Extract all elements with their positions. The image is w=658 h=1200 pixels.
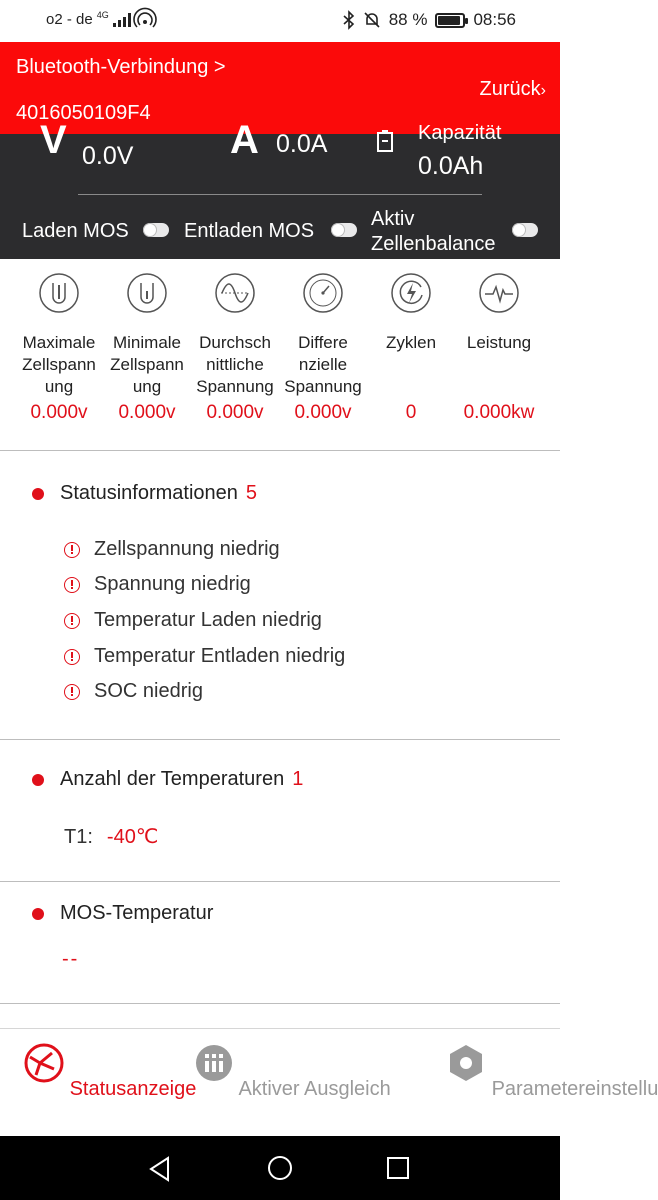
divider <box>78 194 482 195</box>
stat-value: 0.000v <box>118 402 176 423</box>
bottom-nav <box>0 1028 658 1136</box>
stat-value: 0.000kw <box>463 402 535 423</box>
stat-cycles <box>366 273 456 424</box>
discharge-mos-toggle[interactable] <box>331 223 357 237</box>
cycle-bolt-icon <box>391 273 431 313</box>
back-triangle-icon[interactable] <box>148 1156 172 1182</box>
status-info-section <box>0 452 560 740</box>
app-header <box>0 42 560 134</box>
cell-voltage-high-icon <box>39 273 79 313</box>
status-item-text: Temperatur Entladen niedrig <box>94 645 346 667</box>
balance-grid-icon <box>194 1043 234 1083</box>
status-item-text: Temperatur Laden niedrig <box>94 609 322 631</box>
charge-mos-label: Laden MOS <box>22 220 129 242</box>
status-bar <box>0 0 560 42</box>
section-title: MOS-Temperatur <box>60 902 214 924</box>
cell-stats <box>0 259 560 451</box>
nav-label: Statusanzeige <box>69 1078 197 1100</box>
settings-hexagon-icon <box>446 1043 486 1083</box>
voltage-value: 0.0V <box>82 142 134 170</box>
bullet-dot-icon <box>32 488 44 500</box>
device-id: 4016050109F4 <box>16 102 151 124</box>
temperature-section <box>0 740 560 882</box>
status-item-text: SOC niedrig <box>94 680 203 702</box>
signal-icon <box>113 13 131 27</box>
nav-status-display[interactable] <box>24 1043 197 1101</box>
alert-icon <box>64 613 80 629</box>
section-title: Statusinformationen <box>60 482 238 504</box>
nav-parameter-settings[interactable] <box>376 1043 658 1101</box>
cell-voltage-low-icon <box>127 273 167 313</box>
carrier-info <box>46 11 155 28</box>
stat-value: 0.000v <box>206 402 264 423</box>
status-item <box>64 538 280 561</box>
wave-icon <box>215 273 255 313</box>
active-balance-label-line2: Zellenbalance <box>371 233 496 255</box>
summary-panel <box>0 118 560 259</box>
carrier-name: o2 - de <box>46 11 93 28</box>
nav-label: Aktiver Ausgleich <box>238 1078 391 1100</box>
temperature-count: 1 <box>292 768 304 790</box>
clock: 08:56 <box>473 10 516 29</box>
temperature-label: T1: <box>64 826 93 848</box>
stat-value: 0.000v <box>30 402 88 423</box>
status-item-text: Spannung niedrig <box>94 573 251 595</box>
pulse-icon <box>479 273 519 313</box>
nav-active-balance[interactable] <box>194 1043 391 1101</box>
gauge-icon <box>303 273 343 313</box>
mos-temperature-value: -- <box>62 948 80 970</box>
status-count: 5 <box>245 482 258 504</box>
battery-capacity-icon <box>376 130 394 152</box>
battery-percent: 88 % <box>388 10 428 29</box>
stat-label: Leistung <box>466 333 532 352</box>
bullet-dot-icon <box>32 774 44 786</box>
status-info-header <box>32 482 257 505</box>
stat-label: Maximale Zellspann ung <box>22 333 96 396</box>
stat-label: Zyklen <box>385 333 437 352</box>
back-label: Zurück <box>479 78 541 100</box>
network-type: 4G <box>96 9 109 20</box>
alert-icon <box>64 684 80 700</box>
stat-diff-voltage <box>278 273 368 424</box>
current-value: 0.0A <box>276 130 328 158</box>
chevron-right-icon: › <box>540 82 546 99</box>
capacity-value: 0.0Ah <box>418 152 484 180</box>
alert-icon <box>64 542 80 558</box>
status-item <box>64 645 345 668</box>
bullet-dot-icon <box>32 908 44 920</box>
home-circle-icon[interactable] <box>267 1155 293 1181</box>
stat-label: Durchsch nittliche Spannung <box>196 333 274 396</box>
stat-avg-voltage <box>190 273 280 424</box>
recents-square-icon[interactable] <box>387 1157 409 1179</box>
section-title: Anzahl der Temperaturen <box>60 768 285 790</box>
temperature-header <box>32 768 303 791</box>
system-indicators <box>343 10 516 30</box>
status-item-text: Zellspannung niedrig <box>94 538 280 560</box>
stat-min-cell-voltage <box>102 273 192 424</box>
active-balance-toggle[interactable] <box>512 223 538 237</box>
stat-value: 0 <box>405 402 417 423</box>
mos-temperature-header <box>32 902 213 925</box>
stat-label: Minimale Zellspann ung <box>110 333 184 396</box>
stat-value: 0.000v <box>294 402 352 423</box>
status-item <box>64 573 251 596</box>
nav-label: Parametereinstellu <box>491 1078 658 1100</box>
capacity-label: Kapazität <box>418 122 502 144</box>
system-nav-bar <box>0 1136 560 1200</box>
discharge-mos-label: Entladen MOS <box>184 220 315 242</box>
temperature-row <box>64 824 158 849</box>
back-button[interactable] <box>480 78 546 101</box>
bluetooth-connection-link[interactable]: Bluetooth-Verbindung > <box>16 56 226 78</box>
battery-icon <box>435 13 465 28</box>
status-item <box>64 609 322 632</box>
stat-label: Differe nzielle Spannung <box>284 333 362 396</box>
hotspot-icon <box>135 12 155 28</box>
alert-icon <box>64 649 80 665</box>
mos-temperature-section <box>0 882 560 1004</box>
toggle-row <box>0 206 560 258</box>
mute-bell-icon <box>363 11 381 29</box>
alert-icon <box>64 577 80 593</box>
temperature-value: -40℃ <box>106 826 159 848</box>
active-balance-label-line1: Aktiv <box>371 208 415 230</box>
bluetooth-icon <box>343 11 355 29</box>
status-item <box>64 680 203 703</box>
charge-mos-toggle[interactable] <box>143 223 169 237</box>
status-dashboard-icon <box>24 1043 64 1083</box>
current-icon: A <box>230 118 259 162</box>
stat-max-cell-voltage <box>14 273 104 424</box>
stat-power <box>454 273 544 424</box>
voltage-icon: V <box>40 118 67 162</box>
